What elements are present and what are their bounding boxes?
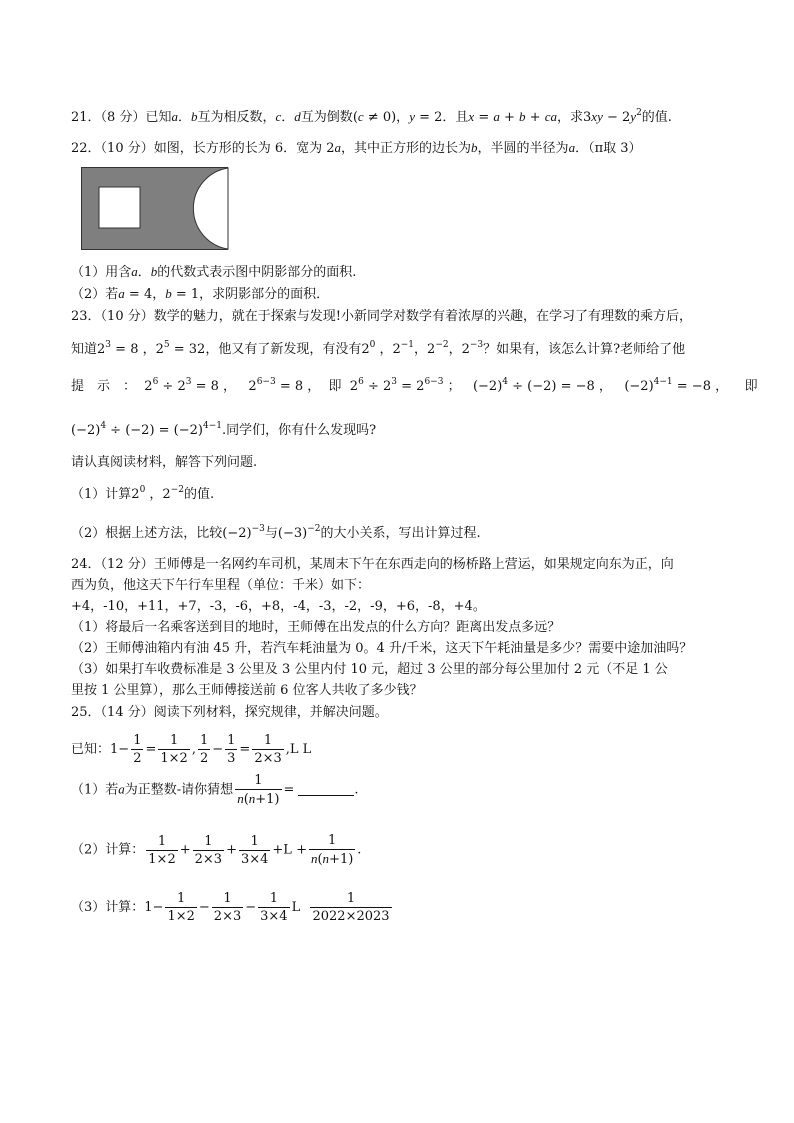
q24-line3: +4，-10，+11，+7，-3，-6，+8，-4，-3，-2，-9，+6，-8，+4。 bbox=[71, 599, 486, 614]
q21-text: ， bbox=[396, 110, 410, 125]
q25-sub1-text: （1）若 bbox=[71, 782, 119, 798]
q25-sub3: （3）计算：1− $\frac{1}{1\times 2}$ − $\frac{1}{2\times 3}$ − $\frac{1}{3\times 4}$ L $\frac{1}{2022\times 2023}$ bbox=[71, 891, 390, 924]
q23-text: 即 bbox=[328, 379, 342, 394]
q23-sub1-text: （1）计算 bbox=[71, 487, 132, 502]
q23-text: ，他又有了新发现，有没有 bbox=[205, 342, 362, 357]
q24-sub3a: （3）如果打车收费标准是 3 公里及 3 公里内付 10 元，超过 3 公里的部分每公里加付 2 元（不足 1 公 bbox=[71, 662, 668, 677]
q21-text: 互为倒数 bbox=[300, 110, 353, 125]
q22-text: ．（π取 3） bbox=[575, 141, 642, 156]
q23-hint-label: 提 示 ： bbox=[71, 379, 137, 394]
q23-hint-line: 提 示 ： $2^6 \div 2^3 = 8$ ， $2^{6-3} = 8$ ， 即 $2^6 \div 2^3 = 2^{6-3}$ ； $(-2)^4 \div (-2) = -8$ ， $(-2)^{4-1} = -8$ ， 即 bbox=[71, 377, 758, 394]
q22-number: 22．（10 分） bbox=[71, 141, 154, 156]
q23-sub1: （1）计算$2^0$ ，$2^{-2}$的值. bbox=[71, 485, 215, 502]
q23-line2: 知道$2^3 = 8$ ，$2^5 = 32$，他又有了新发现，有没有$2^0$ ，$2^{-1}$，$2^{-2}$，$2^{-3}$？如果有，该怎么计算?老师给了他 bbox=[71, 340, 686, 357]
q21-line: 21．（8 分）已知a．b互为相反数，c．d互为倒数(c ≠ 0)，y = 2．且x = a + b + ca，求$3xy - 2y^2$的值. bbox=[71, 108, 672, 125]
shaded-region-figure bbox=[81, 167, 229, 251]
q22-sub2: （2）若a = 4，b = 1，求阴影部分的面积． bbox=[71, 286, 330, 302]
q25-known: 已知：1− $\frac{1}{2}$ = $\frac{1}{1\times 2}$ , $\frac{1}{2}$ − $\frac{1}{3}$ = $\frac{1}{2\times 3}$ ,L L bbox=[71, 733, 312, 766]
q23-sub1-text: 的值. bbox=[183, 487, 215, 502]
answer-blank bbox=[298, 783, 354, 796]
q21-text: ．且 bbox=[442, 110, 469, 125]
q25-sub1-text: 为正整数-请你猜想 bbox=[124, 782, 234, 798]
q22-sub1: （1）用含a．b的代数式表示图中阴影部分的面积. bbox=[71, 264, 357, 280]
q25-sub2: （2）计算： $\frac{1}{1\times 2}$ + $\frac{1}{2\times 3}$ + $\frac{1}{3\times 4}$ +L + $\frac{1}{n(n+1)}$ . bbox=[71, 833, 362, 867]
q24-sub2: （2）王师傅油箱内有油 45 升，若汽车耗油量为 0。4 升/千米，这天下午耗油量是多少？需要中途加油吗？ bbox=[71, 641, 693, 656]
q23-text: ？如果有，该怎么计算?老师给了他 bbox=[483, 342, 686, 357]
q22-intro: 22．（10 分）如图，长方形的长为 6．宽为 2a，其中正方形的边长为b，半圆的半径为a．（π取 3） bbox=[71, 140, 642, 156]
q23-text: 同学们，你有什么发现吗? bbox=[226, 423, 377, 438]
q21-text: 的值. bbox=[641, 110, 672, 125]
q23-line4: $(-2)^4 \div (-2) = (-2)^{4-1}$.同学们，你有什么发现吗? bbox=[71, 421, 377, 438]
q22-sub2-text: （2）若 bbox=[71, 287, 119, 302]
q24-line1: 24．（12 分）王师傅是一名网约车司机，某周末下午在东西走向的杨桥路上营运，如果规定向东为正，向 bbox=[71, 557, 674, 572]
q23-line1 bbox=[71, 310, 692, 323]
q23-sub2: （2）根据上述方法，比较$(-2)^{-3}$与$(-3)^{-2}$的大小关系，写出计算过程. bbox=[71, 524, 481, 541]
q22-sub1-text: 的代数式表示图中阴影部分的面积. bbox=[157, 265, 357, 280]
q23-sub2-text: 与 bbox=[264, 526, 278, 541]
q23-sub2-text: 的大小关系，写出计算过程. bbox=[320, 526, 481, 541]
q22-text: 如图，长方形的长为 6．宽为 2 bbox=[153, 141, 335, 156]
q23-read: 请认真阅读材料，解答下列问题. bbox=[71, 455, 258, 470]
q21-number: 21．（8 分） bbox=[71, 110, 146, 125]
q23-text: 知道 bbox=[71, 342, 98, 357]
q25-known-label: 已知： bbox=[71, 742, 111, 757]
q24-sub1: （1）将最后一名乘客送到目的地时，王师傅在出发点的什么方向？距离出发点多远？ bbox=[71, 620, 561, 635]
q22-text: ，半圆的半径为 bbox=[477, 141, 569, 156]
q23-sub2-text: （2）根据上述方法，比较 bbox=[71, 526, 223, 541]
q25-sub2-text: （2）计算： bbox=[71, 842, 145, 858]
q24-line2: 西为负，他这天下午行车里程（单位：千米）如下： bbox=[71, 578, 371, 593]
q23-text: 即 bbox=[744, 379, 758, 394]
q22-text: ，其中正方形的边长为 bbox=[341, 141, 472, 156]
q22-sub2-text: ，求阴影部分的面积． bbox=[199, 287, 330, 302]
q24-sub3b: 里按 1 公里算），那么王师傅接送前 6 位客人共收了多少钱？ bbox=[71, 683, 423, 698]
square-hole bbox=[99, 187, 140, 228]
q25-sub1: （1）若a为正整数-请你猜想 $\frac{1}{n(n+1)}$ = . bbox=[71, 773, 359, 807]
q21-text: ，求 bbox=[557, 110, 584, 125]
q25-sub3-text: （3）计算： bbox=[71, 900, 145, 915]
q22-sub1-text: （1）用含 bbox=[71, 265, 132, 280]
q21-text: 互为相反数， bbox=[197, 110, 276, 125]
q21-text: 已知 bbox=[145, 110, 172, 125]
q23-text: 数学的魅力，就在于探索与发现!小新同学对数学有着浓厚的兴趣，在学习了有理数的乘方后， bbox=[153, 309, 692, 324]
q25-title: 25．（14 分）阅读下列材料，探究规律，并解决问题。 bbox=[71, 705, 388, 720]
q23-number: 23．（10 分） bbox=[71, 309, 154, 324]
